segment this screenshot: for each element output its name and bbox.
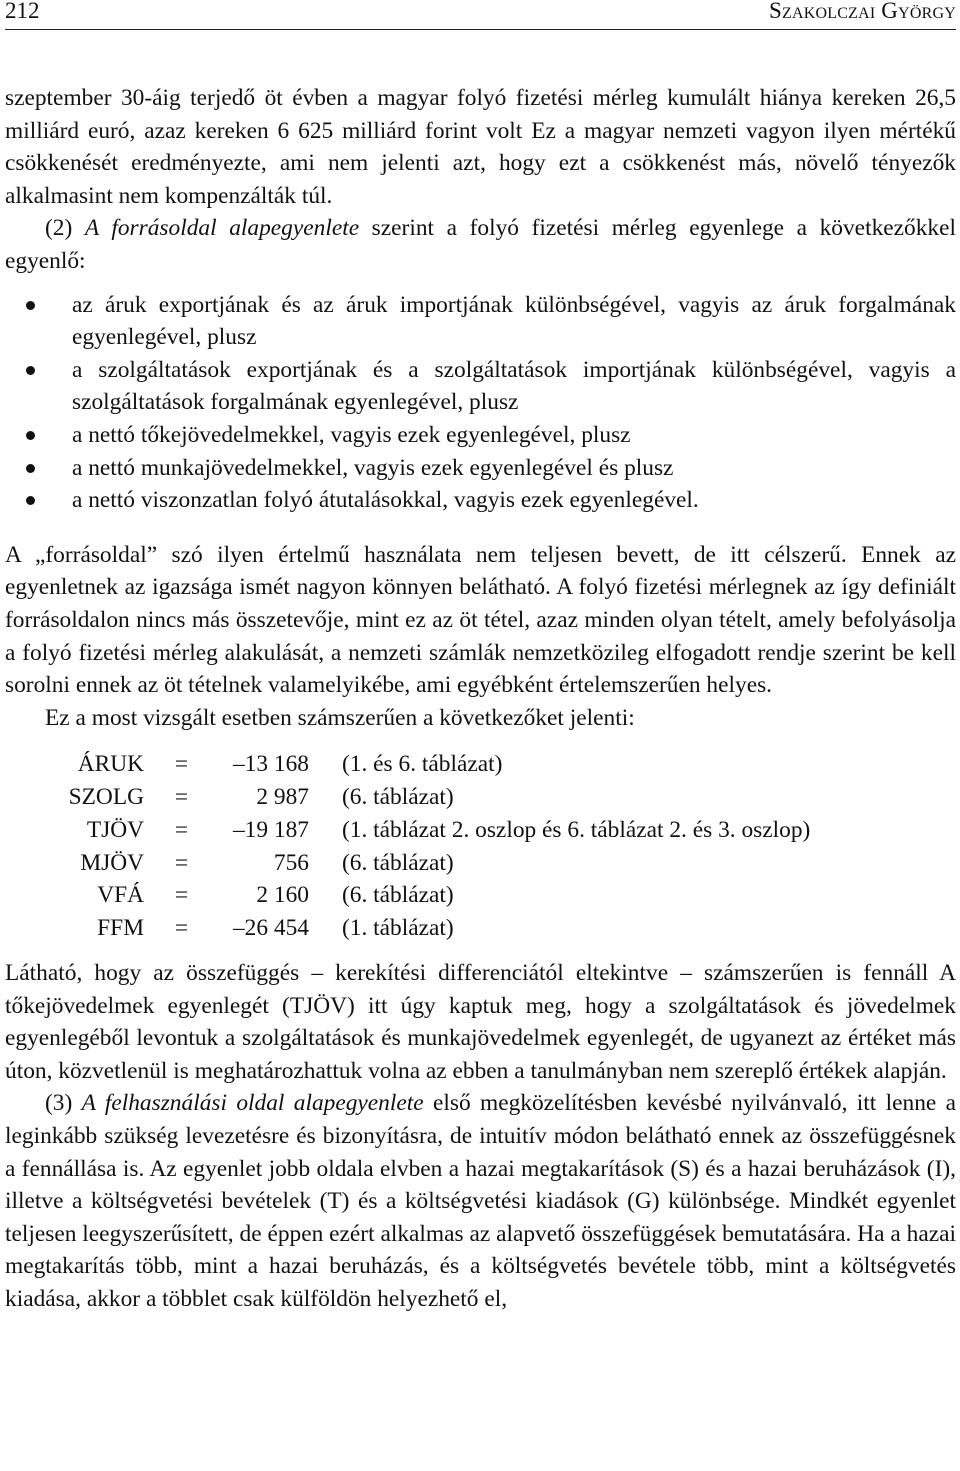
equation-value: –13 168 bbox=[232, 751, 309, 778]
equation-source: (6. táblázat) bbox=[342, 784, 454, 811]
paragraph-1: szeptember 30-áig terjedő öt évben a magyar folyó fizetési mérleg kumulált hiánya kereken 26,5 milliárd euró, azaz kereken 6 625 milliárd forint volt Ez a magyar nemzeti vagyon ilyen mértékű csökkenését eredményezte, ami nem jelenti azt, hogy ezt a csökkenést más, növelő tényezők alkalmasint nem kompenzálták túl. bbox=[5, 85, 956, 209]
equation-source: (1. táblázat) bbox=[342, 915, 454, 942]
equation-name: VFÁ bbox=[97, 882, 144, 909]
list-item-text: a nettó viszonzatlan folyó átutalásokkal, vagyis ezek egyenlegével. bbox=[72, 487, 699, 514]
paragraph-2 bbox=[5, 212, 956, 277]
equation-value: 756 bbox=[273, 849, 309, 876]
running-author: Szakolczai György bbox=[769, 0, 956, 23]
paragraph-3: A „forrásoldal” szó ilyen értelmű használata nem teljesen bevett, de itt célszerű. Ennek az egyenletnek az igazsága ismét nagyon könnyen belátható. A folyó fizetési mérlegnek az így definiált forrásoldalon nincs más összetevője, mint ez az öt tétel, azaz minden olyan tételt, amely befolyásolja a folyó fizetési mérleg alakulását, a nemzeti számlák nemzetközileg elfogadott rendje szerint be kell sorolni ennek az öt tételnek valamelyikébe, ami egyébként értelemszerűen helyes. bbox=[5, 541, 956, 699]
paragraph-2-text: szerint a folyó fizetési mérleg egyenlege a következőkkel egyenlő: bbox=[5, 215, 956, 274]
equation-source: (6. táblázat) bbox=[342, 882, 454, 909]
table-row bbox=[47, 879, 810, 912]
emphasis-forrasoldal: A forrásoldal alapegyenlete bbox=[84, 215, 360, 242]
equation-name: SZOLG bbox=[68, 784, 144, 811]
bullet-list bbox=[5, 289, 956, 517]
table-row bbox=[47, 912, 810, 945]
equation-name: FFM bbox=[97, 915, 144, 942]
equals-sign: = bbox=[174, 915, 189, 942]
equation-value: 2 987 bbox=[256, 784, 309, 811]
equation-name: ÁRUK bbox=[77, 751, 144, 778]
equals-sign: = bbox=[174, 784, 189, 811]
table-row bbox=[47, 781, 810, 814]
list-item bbox=[5, 354, 956, 419]
list-item-text: az áruk exportjának és az áruk importjának különbségével, vagyis az áruk forgalmának egyenlegével, plusz bbox=[72, 291, 956, 351]
bullet-dot-icon bbox=[26, 431, 35, 440]
equals-sign: = bbox=[174, 751, 189, 778]
paragraph-6 bbox=[5, 1087, 956, 1315]
equation-name: TJÖV bbox=[86, 816, 144, 843]
list-item bbox=[5, 419, 956, 452]
paragraph-6-text: első megközelítésben kevésbé nyilvánvaló, itt lenne a leginkább szükség levezetésre és bizonyításra, de intuitív módon belátható ennek az összefüggésnek a fennállása is. Az egyenlet jobb oldala elvben a hazai megtakarítások (S) és a hazai beruházások (I), illetve a költségvetési bevételek (T) és a költségvetési kiadások (G) különbsége. Mindkét egyenlet teljesen leegyszerűsített, de éppen ezért alkalmas az alapvető összefüggések bemutatására. Ha a hazai megtakarítás több, mint a hazai beruházás, és a költségvetés bevétele több, mint a költségvetés kiadása, akkor a többlet csak külföldön helyezhető el, bbox=[5, 1090, 957, 1312]
table-row bbox=[47, 814, 810, 847]
equation-value: –26 454 bbox=[232, 915, 309, 942]
equals-sign: = bbox=[174, 816, 189, 843]
equals-sign: = bbox=[174, 849, 189, 876]
list-item-text: a nettó munkajövedelmekkel, vagyis ezek egyenlegével és plusz bbox=[72, 454, 674, 481]
list-item bbox=[5, 484, 956, 517]
bullet-dot-icon bbox=[26, 464, 35, 473]
table-row bbox=[47, 748, 810, 781]
equation-name: MJÖV bbox=[80, 849, 144, 876]
list-item bbox=[5, 289, 956, 354]
list-item bbox=[5, 452, 956, 485]
equation-source: (6. táblázat) bbox=[342, 849, 454, 876]
equation-value: 2 160 bbox=[256, 882, 309, 909]
bullet-dot-icon bbox=[26, 496, 35, 505]
bullet-dot-icon bbox=[26, 301, 35, 310]
emphasis-felhasznalasi-oldal: A felhasználási oldal alapegyenlete bbox=[81, 1090, 424, 1117]
running-header bbox=[5, 0, 956, 30]
list-item-text: a nettó tőkejövedelmekkel, vagyis ezek egyenlegével, plusz bbox=[72, 421, 631, 448]
list-item-text: a szolgáltatások exportjának és a szolgáltatások importjának különbségével, vagyis a szolgáltatások forgalmának egyenlegével, plusz bbox=[72, 356, 956, 416]
section-number-3: (3) bbox=[45, 1090, 82, 1117]
page-body bbox=[5, 30, 956, 1316]
equation-value: –19 187 bbox=[232, 816, 309, 843]
equation-table bbox=[47, 748, 810, 945]
table-row bbox=[47, 847, 810, 880]
bullet-dot-icon bbox=[26, 366, 35, 375]
equals-sign: = bbox=[174, 882, 189, 909]
paragraph-4: Ez a most vizsgált esetben számszerűen a következőket jelenti: bbox=[45, 704, 635, 731]
page-number: 212 bbox=[5, 0, 40, 23]
spacer bbox=[5, 527, 956, 539]
equation-source: (1. és 6. táblázat) bbox=[342, 751, 503, 778]
paragraph-5: Látható, hogy az összefüggés – kerekítési differenciától eltekintve – számszerűen is fennáll A tőkejövedelmek egyenlegét (TJÖV) itt úgy kaptuk meg, hogy a szolgáltatások és jövedelmek egyenlegéből levontuk a szolgáltatások és munkajövedelmek egyenlegét, de ugyanezt az értéket más úton, közvetlenül is meghatározhattuk volna az ebben a tanulmányban nem szereplő értékek alapján. bbox=[5, 960, 956, 1084]
section-number-2: (2) bbox=[45, 215, 85, 242]
equation-source: (1. táblázat 2. oszlop és 6. táblázat 2. és 3. oszlop) bbox=[342, 816, 811, 843]
